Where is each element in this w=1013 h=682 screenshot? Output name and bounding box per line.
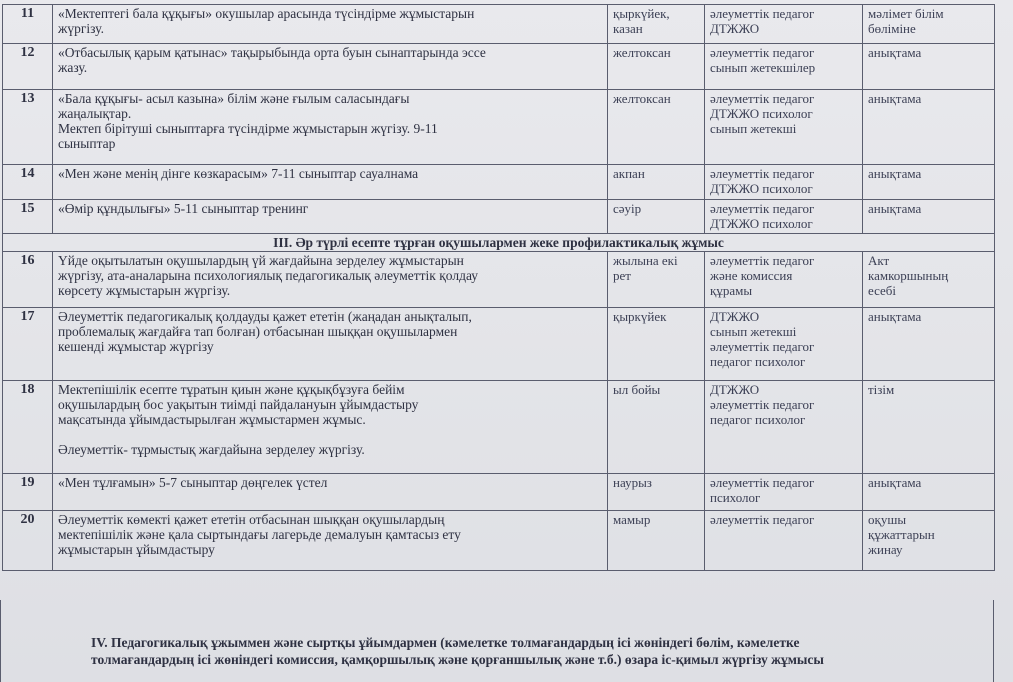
row-number: 17 xyxy=(3,308,53,381)
date-cell: наурыз xyxy=(608,474,705,511)
row-number: 13 xyxy=(3,90,53,165)
responsible-cell: әлеуметтік педагог ДТЖЖО психолог xyxy=(705,200,863,234)
row-number: 18 xyxy=(3,381,53,474)
task-cell: Әлеуметтік көмекті қажет ететін отбасынан шыққан оқушылардың мектепішілік және қала сыртындағы лагерьде демалуын қамтасыз ету жұмыстарын ұйымдастыру xyxy=(53,511,608,571)
plan-table xyxy=(2,4,995,571)
table-row xyxy=(3,200,995,234)
task-cell: «Мен тұлғамын» 5-7 сыныптар дөңгелек үстел xyxy=(53,474,608,511)
row-number: 20 xyxy=(3,511,53,571)
date-cell: желтоксан xyxy=(608,90,705,165)
responsible-cell: әлеуметтік педагог психолог xyxy=(705,474,863,511)
responsible-cell: әлеуметтік педагог ДТЖЖО психолог сынып жетекші xyxy=(705,90,863,165)
report-cell: анықтама xyxy=(863,90,995,165)
table-row xyxy=(3,511,995,571)
report-cell: Акт камкоршының есебі xyxy=(863,252,995,308)
table-row xyxy=(3,252,995,308)
table-row xyxy=(3,5,995,44)
row-number: 14 xyxy=(3,165,53,200)
task-cell: Үйде оқытылатын оқушылардың үй жағдайына зерделеу жұмыстарын жүргізу, ата-аналарына психологиялық педагогикалық әлеуметтік қолдау көрсету жұмыстарын жүргізу. xyxy=(53,252,608,308)
section-heading-row xyxy=(3,234,995,252)
table-row xyxy=(3,474,995,511)
date-cell: қыркүйек xyxy=(608,308,705,381)
row-number: 11 xyxy=(3,5,53,44)
date-cell: желтоксан xyxy=(608,44,705,90)
report-cell: анықтама xyxy=(863,200,995,234)
row-number: 19 xyxy=(3,474,53,511)
task-cell: «Бала құқығы- асыл казына» білім және ғылым саласындағы жаңалықтар. Мектеп бірітуші сыныптарға түсіндірме жұмыстарын жүгізу. 9-11 сыныптар xyxy=(53,90,608,165)
table-row xyxy=(3,90,995,165)
task-cell: Әлеуметтік педагогикалық қолдауды қажет ететін (жаңадан анықталып, проблемалық жағдайға тап болған) отбасынан шыққан оқушылармен кешенді жұмыстар жүргізу xyxy=(53,308,608,381)
report-cell: анықтама xyxy=(863,474,995,511)
table-row xyxy=(3,165,995,200)
task-cell: «Мен және менің дінге көзкарасым» 7-11 сыныптар сауалнама xyxy=(53,165,608,200)
task-cell: «Өмір құндылығы» 5-11 сыныптар тренинг xyxy=(53,200,608,234)
report-cell: анықтама xyxy=(863,44,995,90)
date-cell: ыл бойы xyxy=(608,381,705,474)
date-cell: сәуір xyxy=(608,200,705,234)
date-cell: қыркүйек, казан xyxy=(608,5,705,44)
report-cell: мәлімет білім бөліміне xyxy=(863,5,995,44)
next-section-area xyxy=(0,600,994,682)
responsible-cell: әлеуметтік педагог және комиссия құрамы xyxy=(705,252,863,308)
section-4-heading: IV. Педагогикалық ұжыммен және сыртқы ұйымдармен (кәмелетке толмағандардың ісі жөніндегі бөлім, кәмелетке толмағандардың ісі жөніндегі комиссия, қамқоршылық және қорғаншылық және т.б.) өзара іс-қимыл жүргізу жұмысы xyxy=(91,635,824,667)
report-cell: оқушы құжаттарын жинау xyxy=(863,511,995,571)
date-cell: акпан xyxy=(608,165,705,200)
table-row xyxy=(3,381,995,474)
responsible-cell: әлеуметтік педагог ДТЖЖО xyxy=(705,5,863,44)
table-row xyxy=(3,308,995,381)
report-cell: анықтама xyxy=(863,308,995,381)
task-cell: «Мектептегі бала құқығы» окушылар арасында түсіндірме жұмыстарын жүргізу. xyxy=(53,5,608,44)
date-cell: жылына екі рет xyxy=(608,252,705,308)
date-cell: мамыр xyxy=(608,511,705,571)
row-number: 12 xyxy=(3,44,53,90)
report-cell: анықтама xyxy=(863,165,995,200)
row-number: 16 xyxy=(3,252,53,308)
report-cell: тізім xyxy=(863,381,995,474)
responsible-cell: ДТЖЖО сынып жетекші әлеуметтік педагог педагог психолог xyxy=(705,308,863,381)
table-row xyxy=(3,44,995,90)
section-title: III. Әр түрлі есепте тұрған оқушылармен жеке профилактикалық жұмыс xyxy=(3,234,995,252)
row-number: 15 xyxy=(3,200,53,234)
task-cell: Мектепішілік есепте тұратын қиын және құқықбұзуға бейім оқушылардың бос уақытын тиімді пайдалануын ұйымдастыру мақсатында ұйымдастырылған жұмыстармен жұмыс. Әлеуметтік- тұрмыстық жағдайына зерделеу жүргізу. xyxy=(53,381,608,474)
responsible-cell: әлеуметтік педагог сынып жетекшілер xyxy=(705,44,863,90)
task-cell: «Отбасылық қарым қатынас» тақырыбында орта буын сынаптарында эссе жазу. xyxy=(53,44,608,90)
responsible-cell: әлеуметтік педагог xyxy=(705,511,863,571)
responsible-cell: әлеуметтік педагог ДТЖЖО психолог xyxy=(705,165,863,200)
responsible-cell: ДТЖЖО әлеуметтік педагог педагог психолог xyxy=(705,381,863,474)
